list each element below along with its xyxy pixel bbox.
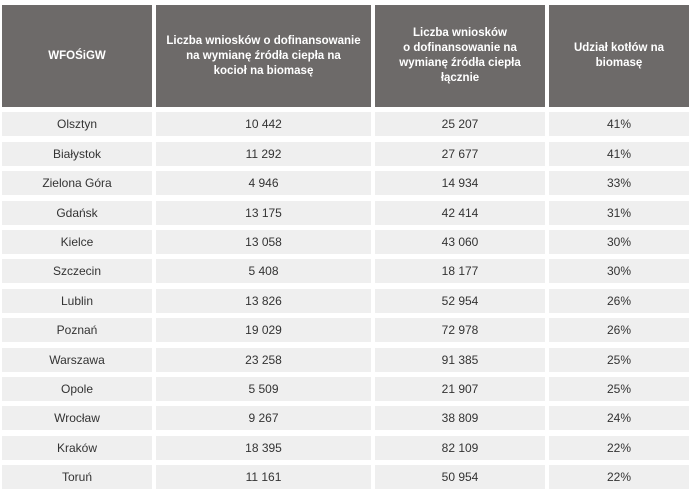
cell-biomass-share: 31% bbox=[549, 201, 689, 225]
cell-total-applications: 14 934 bbox=[375, 171, 545, 195]
cell-wfosigw: Warszawa bbox=[2, 348, 152, 372]
cell-wfosigw: Szczecin bbox=[2, 259, 152, 283]
cell-biomass-share: 41% bbox=[549, 142, 689, 166]
header-wfosigw: WFOŚiGW bbox=[2, 5, 152, 107]
cell-total-applications: 38 809 bbox=[375, 406, 545, 430]
cell-total-applications: 42 414 bbox=[375, 201, 545, 225]
cell-wfosigw: Białystok bbox=[2, 142, 152, 166]
cell-biomass-applications: 11 292 bbox=[156, 142, 371, 166]
cell-wfosigw: Kielce bbox=[2, 230, 152, 254]
header-total-applications: Liczba wniosków o dofinansowanie na wymianę źródła ciepła łącznie bbox=[375, 5, 545, 107]
cell-biomass-applications: 4 946 bbox=[156, 171, 371, 195]
cell-wfosigw: Olsztyn bbox=[2, 112, 152, 136]
cell-biomass-applications: 10 442 bbox=[156, 112, 371, 136]
cell-biomass-share: 30% bbox=[549, 259, 689, 283]
cell-wfosigw: Wrocław bbox=[2, 406, 152, 430]
cell-wfosigw: Kraków bbox=[2, 436, 152, 460]
cell-biomass-share: 26% bbox=[549, 318, 689, 342]
cell-biomass-applications: 19 029 bbox=[156, 318, 371, 342]
cell-wfosigw: Opole bbox=[2, 377, 152, 401]
cell-biomass-share: 26% bbox=[549, 289, 689, 313]
cell-biomass-applications: 11 161 bbox=[156, 465, 371, 489]
cell-biomass-share: 30% bbox=[549, 230, 689, 254]
cell-biomass-share: 41% bbox=[549, 112, 689, 136]
cell-biomass-share: 33% bbox=[549, 171, 689, 195]
cell-total-applications: 27 677 bbox=[375, 142, 545, 166]
cell-biomass-share: 24% bbox=[549, 406, 689, 430]
cell-biomass-applications: 18 395 bbox=[156, 436, 371, 460]
cell-wfosigw: Toruń bbox=[2, 465, 152, 489]
cell-biomass-share: 25% bbox=[549, 377, 689, 401]
cell-total-applications: 50 954 bbox=[375, 465, 545, 489]
cell-total-applications: 52 954 bbox=[375, 289, 545, 313]
cell-total-applications: 21 907 bbox=[375, 377, 545, 401]
cell-total-applications: 72 978 bbox=[375, 318, 545, 342]
cell-biomass-applications: 5 408 bbox=[156, 259, 371, 283]
cell-wfosigw: Poznań bbox=[2, 318, 152, 342]
cell-biomass-applications: 13 058 bbox=[156, 230, 371, 254]
cell-biomass-share: 22% bbox=[549, 465, 689, 489]
cell-biomass-applications: 13 175 bbox=[156, 201, 371, 225]
cell-total-applications: 82 109 bbox=[375, 436, 545, 460]
cell-biomass-applications: 9 267 bbox=[156, 406, 371, 430]
cell-wfosigw: Zielona Góra bbox=[2, 171, 152, 195]
cell-biomass-applications: 13 826 bbox=[156, 289, 371, 313]
cell-biomass-share: 22% bbox=[549, 436, 689, 460]
cell-biomass-applications: 23 258 bbox=[156, 348, 371, 372]
cell-wfosigw: Gdańsk bbox=[2, 201, 152, 225]
header-biomass-applications: Liczba wniosków o dofinansowanie na wymianę źródła ciepła na kocioł na biomasę bbox=[156, 5, 371, 107]
cell-total-applications: 18 177 bbox=[375, 259, 545, 283]
cell-total-applications: 25 207 bbox=[375, 112, 545, 136]
cell-total-applications: 91 385 bbox=[375, 348, 545, 372]
cell-total-applications: 43 060 bbox=[375, 230, 545, 254]
cell-biomass-share: 25% bbox=[549, 348, 689, 372]
header-biomass-share: Udział kotłów na biomasę bbox=[549, 5, 689, 107]
cell-wfosigw: Lublin bbox=[2, 289, 152, 313]
data-table bbox=[2, 5, 687, 483]
cell-biomass-applications: 5 509 bbox=[156, 377, 371, 401]
